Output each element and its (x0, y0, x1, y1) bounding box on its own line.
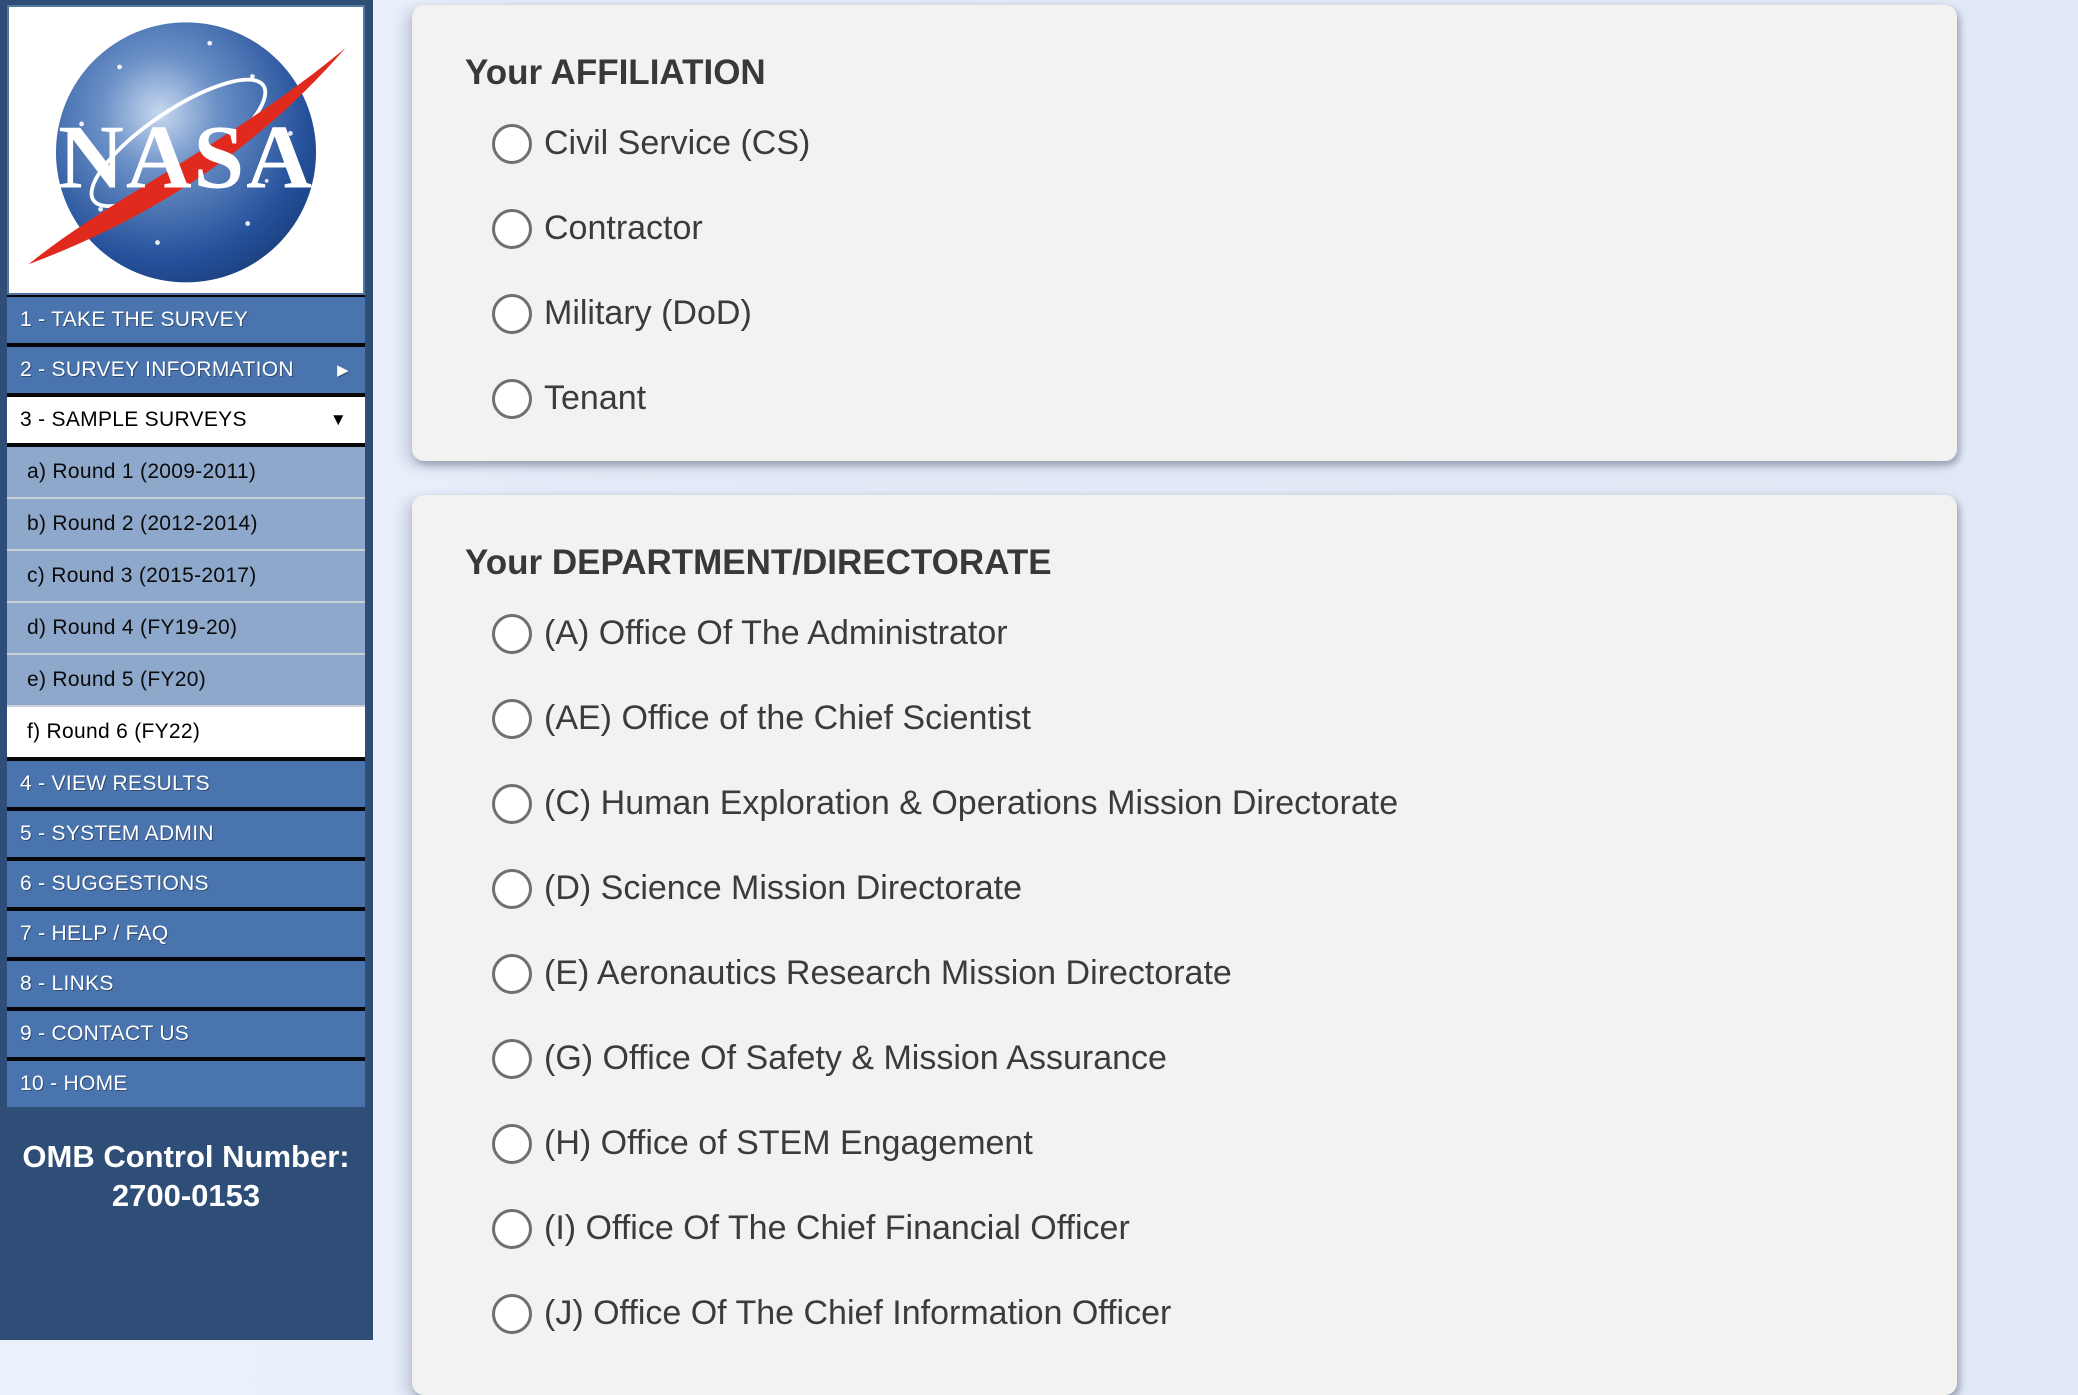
sidebar-item-label: a) Round 1 (2009-2011) (27, 460, 257, 483)
option-label[interactable]: (AE) Office of the Chief Scientist (544, 699, 1031, 737)
sidebar-item-c-round-3-2015-2017[interactable] (7, 549, 365, 601)
radio-button[interactable] (492, 1124, 532, 1164)
sidebar-item-label: 5 - SYSTEM ADMIN (20, 822, 214, 845)
sidebar-item-f-round-6-fy22[interactable] (7, 705, 365, 757)
sidebar-item-d-round-4-fy19-20[interactable] (7, 601, 365, 653)
omb-line2: 2700-0153 (111, 1178, 261, 1213)
nasa-logo (7, 5, 365, 295)
sidebar-item-label: 3 - SAMPLE SURVEYS (20, 408, 247, 431)
radio-button[interactable] (492, 1294, 532, 1334)
option-label[interactable]: (J) Office Of The Chief Information Officer (544, 1294, 1172, 1332)
option-contractor (465, 186, 1917, 271)
sidebar-item-label: e) Round 5 (FY20) (27, 668, 207, 691)
option-a-office-of-the-administrator (465, 591, 1917, 676)
radio-button[interactable] (492, 614, 532, 654)
sidebar-item-label: 2 - SURVEY INFORMATION (20, 358, 294, 381)
affiliation-panel (412, 5, 1957, 461)
option-label[interactable]: Civil Service (CS) (544, 124, 811, 162)
option-label[interactable]: (I) Office Of The Chief Financial Officer (544, 1209, 1130, 1247)
option-label[interactable]: (H) Office of STEM Engagement (544, 1124, 1033, 1162)
radio-button[interactable] (492, 869, 532, 909)
option-tenant (465, 356, 1917, 441)
sidebar-item-label: d) Round 4 (FY19-20) (27, 616, 238, 639)
department-panel (412, 495, 1957, 1395)
sidebar-item-9-contact-us[interactable] (7, 1007, 365, 1057)
sidebar-menu (7, 295, 365, 1107)
sidebar-item-8-links[interactable] (7, 957, 365, 1007)
chevron-down-icon: ▼ (329, 410, 347, 429)
sidebar-item-label: 10 - HOME (20, 1072, 128, 1095)
option-g-office-of-safety-mission-assurance (465, 1016, 1917, 1101)
option-h-office-of-stem-engagement (465, 1101, 1917, 1186)
option-ae-office-of-the-chief-scientist (465, 676, 1917, 761)
option-civil-service-cs (465, 101, 1917, 186)
radio-button[interactable] (492, 1039, 532, 1079)
option-military-dod (465, 271, 1917, 356)
sidebar (0, 0, 373, 1340)
sidebar-item-a-round-1-2009-2011[interactable] (7, 443, 365, 497)
sidebar-item-label: f) Round 6 (FY22) (27, 720, 201, 743)
sidebar-item-label: 4 - VIEW RESULTS (20, 772, 210, 795)
radio-button[interactable] (492, 1209, 532, 1249)
sidebar-item-10-home[interactable] (7, 1057, 365, 1107)
department-title: Your DEPARTMENT/DIRECTORATE (465, 543, 1052, 582)
svg-text:NASA: NASA (58, 106, 314, 208)
sidebar-item-4-view-results[interactable] (7, 757, 365, 807)
sidebar-item-label: 9 - CONTACT US (20, 1022, 190, 1045)
option-label[interactable]: (D) Science Mission Directorate (544, 869, 1023, 907)
omb-line1: OMB Control Number: (22, 1139, 350, 1174)
radio-button[interactable] (492, 379, 532, 419)
option-label[interactable]: (A) Office Of The Administrator (544, 614, 1008, 652)
radio-button[interactable] (492, 954, 532, 994)
sidebar-item-2-survey-information[interactable] (7, 343, 365, 393)
sidebar-item-1-take-the-survey[interactable] (7, 295, 365, 343)
affiliation-options (465, 101, 1917, 441)
sidebar-item-label: 6 - SUGGESTIONS (20, 872, 209, 895)
sidebar-item-7-help-faq[interactable] (7, 907, 365, 957)
omb-control-number (7, 1107, 365, 1340)
sidebar-item-label: c) Round 3 (2015-2017) (27, 564, 257, 587)
option-e-aeronautics-research-mission-directorate (465, 931, 1917, 1016)
option-label[interactable]: Contractor (544, 209, 703, 247)
option-label[interactable]: Tenant (544, 379, 647, 417)
option-i-office-of-the-chief-financial-officer (465, 1186, 1917, 1271)
radio-button[interactable] (492, 294, 532, 334)
option-label[interactable]: (G) Office Of Safety & Mission Assurance (544, 1039, 1167, 1077)
radio-button[interactable] (492, 699, 532, 739)
sidebar-item-label: 7 - HELP / FAQ (20, 922, 169, 945)
sidebar-item-label: b) Round 2 (2012-2014) (27, 512, 258, 535)
affiliation-title: Your AFFILIATION (465, 53, 766, 92)
sidebar-item-6-suggestions[interactable] (7, 857, 365, 907)
sidebar-item-label: 8 - LINKS (20, 972, 114, 995)
radio-button[interactable] (492, 124, 532, 164)
option-j-office-of-the-chief-information-officer (465, 1271, 1917, 1356)
sidebar-item-5-system-admin[interactable] (7, 807, 365, 857)
nasa-meatball-icon (11, 10, 361, 290)
sidebar-item-label: 1 - TAKE THE SURVEY (20, 308, 249, 331)
sidebar-item-e-round-5-fy20[interactable] (7, 653, 365, 705)
option-label[interactable]: (C) Human Exploration & Operations Mission Directorate (544, 784, 1399, 822)
sidebar-item-3-sample-surveys[interactable] (7, 393, 365, 443)
radio-button[interactable] (492, 784, 532, 824)
radio-button[interactable] (492, 209, 532, 249)
sidebar-item-b-round-2-2012-2014[interactable] (7, 497, 365, 549)
option-label[interactable]: Military (DoD) (544, 294, 752, 332)
option-label[interactable]: (E) Aeronautics Research Mission Directorate (544, 954, 1232, 992)
option-c-human-exploration-operations-mission-directorate (465, 761, 1917, 846)
option-d-science-mission-directorate (465, 846, 1917, 931)
chevron-right-icon: ▶ (337, 362, 349, 379)
department-options (465, 591, 1917, 1356)
